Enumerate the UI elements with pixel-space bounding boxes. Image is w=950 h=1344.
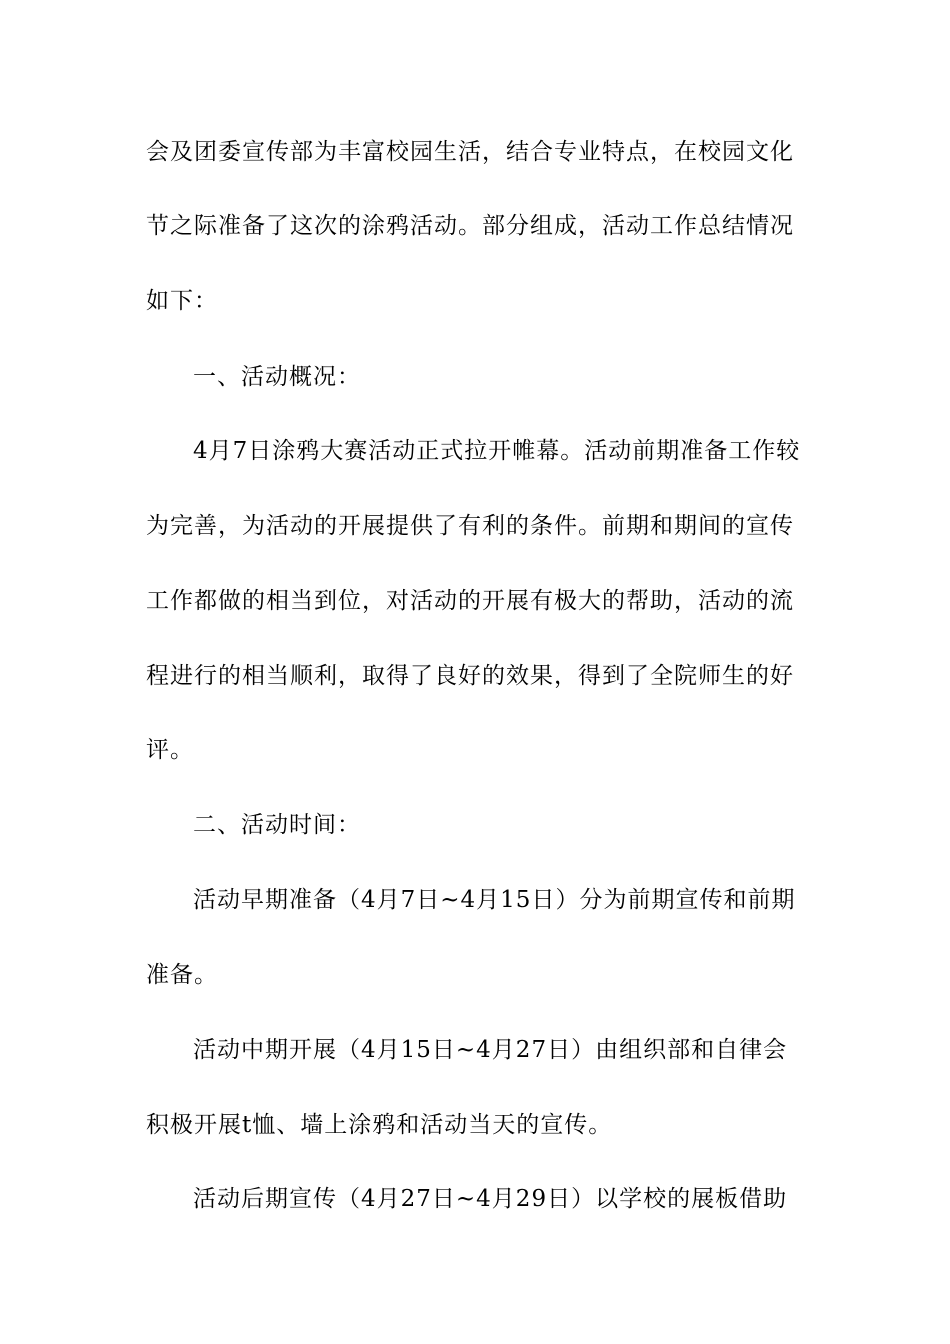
paragraph-line: 活动早期准备（4月7日~4月15日）分为前期宣传和前期 xyxy=(193,887,796,913)
paragraph-line: 积极开展t恤、墙上涂鸦和活动当天的宣传。 xyxy=(146,1112,613,1138)
paragraph-line: 工作都做的相当到位，对活动的开展有极大的帮助，活动的流 xyxy=(146,588,794,614)
paragraph-line: 会及团委宣传部为丰富校园生活，结合专业特点，在校园文化 xyxy=(146,139,794,165)
paragraph-line: 4月7日涂鸦大赛活动正式拉开帷幕。活动前期准备工作较 xyxy=(193,438,801,464)
paragraph-line: 活动中期开展（4月15日~4月27日）由组织部和自律会 xyxy=(193,1037,788,1063)
paragraph-line: 准备。 xyxy=(146,962,218,988)
section-heading: 一、活动概况： xyxy=(193,364,361,390)
section-heading: 二、活动时间： xyxy=(193,812,361,838)
paragraph-line: 如下： xyxy=(146,288,218,314)
paragraph-line: 活动后期宣传（4月27日~4月29日）以学校的展板借助 xyxy=(193,1186,788,1212)
paragraph-line: 节之际准备了这次的涂鸦活动。部分组成，活动工作总结情况 xyxy=(146,213,794,239)
paragraph-line: 评。 xyxy=(146,737,194,763)
paragraph-line: 程进行的相当顺利，取得了良好的效果，得到了全院师生的好 xyxy=(146,663,794,689)
paragraph-line: 为完善，为活动的开展提供了有利的条件。前期和期间的宣传 xyxy=(146,513,794,539)
